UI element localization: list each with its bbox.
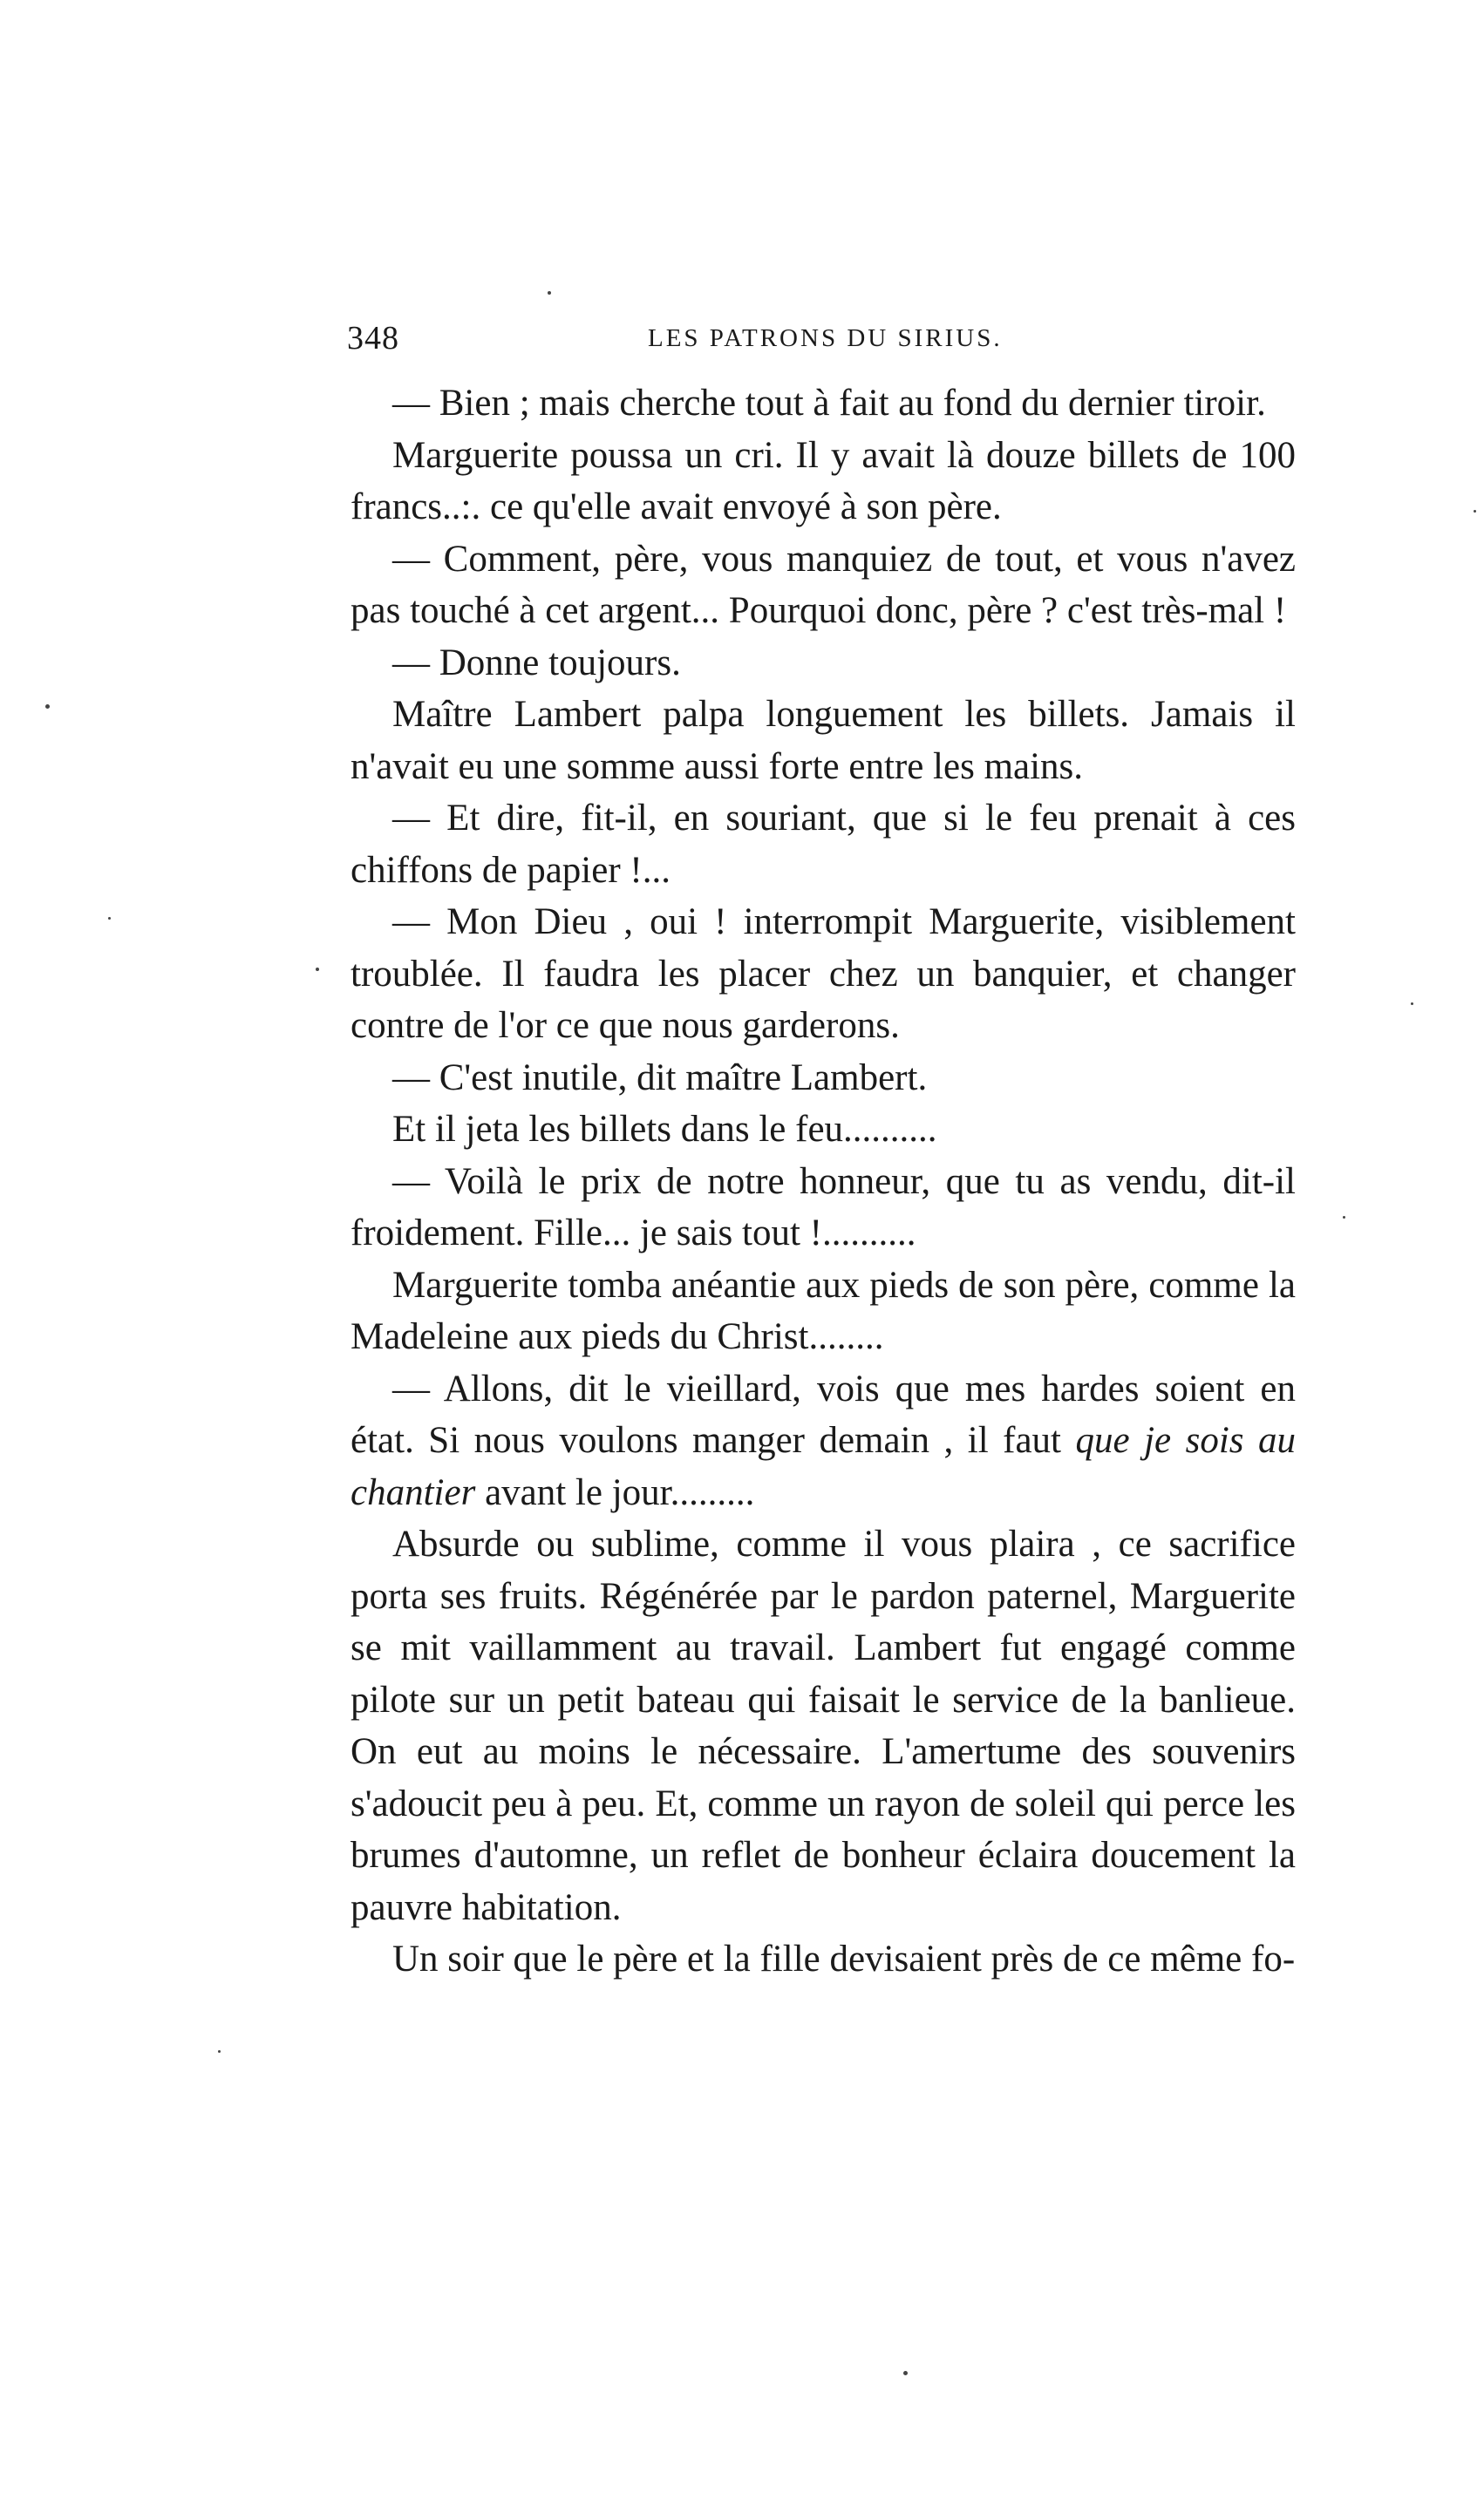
paragraph: — Donne toujours. — [392, 642, 681, 683]
paragraph: — Mon Dieu , oui ! interrompit Marguerite, visiblement troublée. Il faudra les placer chez un banquier, et changer contre de l'or ce que nous garderons. — [351, 901, 1296, 1046]
scan-speck — [1411, 1002, 1413, 1005]
running-title: LES PATRONS DU SIRIUS. — [648, 324, 1003, 352]
italic-phrase: que je sois au chantier — [351, 1420, 1296, 1513]
scan-speck — [108, 917, 111, 920]
paragraph: Marguerite poussa un cri. Il y avait là douze billets de 100 francs..:. ce qu'elle avait envoyé à son père. — [351, 434, 1296, 527]
scan-speck — [1474, 510, 1476, 513]
paragraph: — Et dire, fit-il, en souriant, que si le feu prenait à ces chiffons de papier !... — [351, 798, 1296, 891]
paragraph-tail: avant le jour......... — [475, 1471, 755, 1513]
paragraph: Et il jeta les billets dans le feu.......... — [392, 1109, 937, 1150]
paragraph: Maître Lambert palpa longuement les billets. Jamais il n'avait eu une somme aussi forte entre les mains. — [351, 694, 1296, 787]
paragraph: — Bien ; mais cherche tout à fait au fond du dernier tiroir. — [392, 383, 1266, 424]
scan-speck — [548, 291, 551, 295]
page-number: 348 — [347, 320, 399, 357]
paragraph: Marguerite tomba anéantie aux pieds de son père, comme la Madeleine aux pieds du Christ........ — [351, 1264, 1296, 1357]
scan-speck — [316, 968, 319, 971]
paragraph: Un soir que le père et la fille devisaient près de ce même fo- — [392, 1939, 1296, 1980]
scan-speck — [45, 704, 50, 709]
scan-speck — [1343, 1216, 1345, 1219]
running-head — [347, 319, 1297, 371]
paragraph: Absurde ou sublime, comme il vous plaira , ce sacrifice porta ses fruits. Régénérée par le pardon paternel, Marguerite se mit vaillamment au travail. Lambert fut engagé comme pilote sur un petit bateau qui faisait le service de la banlieue. On eut au moins le nécessaire. L'amertume des souvenirs s'adoucit peu à peu. Et, comme un rayon de soleil qui perce les brumes d'automne, un reflet de bonheur éclaira doucement la pauvre habitation. — [351, 1524, 1296, 1928]
paragraph: — C'est inutile, dit maître Lambert. — [392, 1056, 928, 1098]
paragraph: — Comment, père, vous manquiez de tout, et vous n'avez pas touché à cet argent... Pourquoi donc, père ? c'est très-mal ! — [351, 538, 1296, 631]
paragraph — [351, 1363, 1296, 1519]
scan-speck — [903, 2371, 908, 2375]
paragraph-text: — Allons, dit le vieillard, vois que mes hardes soient en état. Si nous voulons manger demain , il faut — [351, 1368, 1296, 1461]
scan-speck — [218, 2050, 221, 2053]
paragraph: — Voilà le prix de notre honneur, que tu as vendu, dit-il froidement. Fille... je sais tout !.......... — [351, 1160, 1296, 1253]
body-text — [351, 377, 1296, 1986]
